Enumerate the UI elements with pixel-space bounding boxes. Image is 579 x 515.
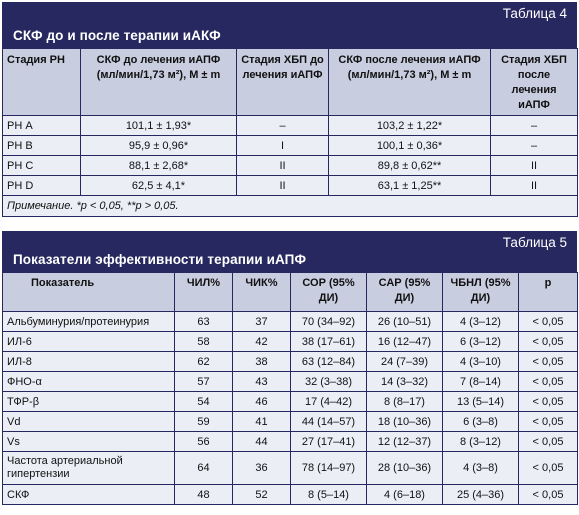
table-cell: РН В — [3, 136, 81, 156]
table-cell: 25 (4–36) — [443, 485, 519, 505]
table-cell: I — [237, 136, 329, 156]
table-cell: РН А — [3, 116, 81, 136]
table-cell: < 0,05 — [519, 352, 578, 372]
table-cell: РН D — [3, 176, 81, 196]
table-cell: 24 (7–39) — [367, 352, 443, 372]
table-5-header-row — [3, 273, 578, 312]
table-cell: Альбуминурия/протеинурия — [3, 312, 175, 332]
table-row — [3, 312, 578, 332]
table-cell: 28 (10–36) — [367, 452, 443, 485]
table-cell: 38 — [233, 352, 291, 372]
table-cell: < 0,05 — [519, 452, 578, 485]
table-cell: 64 — [175, 452, 233, 485]
header-chbnl: ЧБНЛ (95% ДИ) — [443, 273, 519, 312]
table-cell: II — [237, 156, 329, 176]
header-stage-rn: Стадия РН — [3, 49, 81, 116]
header-gfr-after: СКФ после лечения иАПФ (мл/мин/1,73 м²), М ± m — [329, 49, 491, 116]
table-4-note-row — [3, 196, 578, 217]
table-cell: 6 (3–8) — [443, 412, 519, 432]
table-row — [3, 412, 578, 432]
table-cell: < 0,05 — [519, 412, 578, 432]
table-cell: 44 — [233, 432, 291, 452]
table-row — [3, 485, 578, 505]
table-cell: 32 (3–38) — [291, 372, 367, 392]
table-cell: 54 — [175, 392, 233, 412]
table-cell: < 0,05 — [519, 432, 578, 452]
table-cell: 57 — [175, 372, 233, 392]
table-cell: ИЛ-8 — [3, 352, 175, 372]
table-cell: Vs — [3, 432, 175, 452]
table-row — [3, 176, 578, 196]
table-cell: – — [491, 116, 578, 136]
table-5 — [2, 272, 578, 505]
table-cell: СКФ — [3, 485, 175, 505]
table-cell: 95,9 ± 0,96* — [81, 136, 237, 156]
table-cell: 103,2 ± 1,22* — [329, 116, 491, 136]
table-cell: 4 (3–12) — [443, 312, 519, 332]
table-cell: 42 — [233, 332, 291, 352]
table-cell: 63 — [175, 312, 233, 332]
table-cell: < 0,05 — [519, 392, 578, 412]
table-cell: 38 (17–61) — [291, 332, 367, 352]
table-cell: 37 — [233, 312, 291, 332]
header-chil: ЧИЛ% — [175, 273, 233, 312]
table-cell: 59 — [175, 412, 233, 432]
header-ckd-after: Стадия ХБП после лечения иАПФ — [491, 49, 578, 116]
table-cell: ИЛ-6 — [3, 332, 175, 352]
table-5-header-band — [2, 231, 577, 272]
table-row — [3, 452, 578, 485]
table-cell: 8 (3–12) — [443, 432, 519, 452]
table-cell: 100,1 ± 0,36* — [329, 136, 491, 156]
table-cell: 41 — [233, 412, 291, 432]
table-row — [3, 156, 578, 176]
table-cell: Частота артериальной гипертензии — [3, 452, 175, 485]
table-cell: 14 (3–32) — [367, 372, 443, 392]
header-chik: ЧИК% — [233, 273, 291, 312]
table-cell: 8 (8–17) — [367, 392, 443, 412]
table-cell: ФНО-α — [3, 372, 175, 392]
table-5-body — [3, 312, 578, 505]
table-cell: 18 (10–36) — [367, 412, 443, 432]
table-cell: < 0,05 — [519, 372, 578, 392]
table-cell: II — [491, 156, 578, 176]
table-cell: < 0,05 — [519, 485, 578, 505]
table-cell: ТФР-β — [3, 392, 175, 412]
header-sor: СОР (95% ДИ) — [291, 273, 367, 312]
table-cell: 7 (8–14) — [443, 372, 519, 392]
table-cell: 70 (34–92) — [291, 312, 367, 332]
header-ckd-before: Стадия ХБП до лечения иАПФ — [237, 49, 329, 116]
table-cell: 56 — [175, 432, 233, 452]
table-cell: 43 — [233, 372, 291, 392]
table-cell: РН С — [3, 156, 81, 176]
table-cell: 27 (17–41) — [291, 432, 367, 452]
table-cell: 26 (10–51) — [367, 312, 443, 332]
table-cell: 16 (12–47) — [367, 332, 443, 352]
table-cell: 44 (14–57) — [291, 412, 367, 432]
header-indicator: Показатель — [3, 273, 175, 312]
table-row — [3, 432, 578, 452]
table-cell: 12 (12–37) — [367, 432, 443, 452]
table-cell: 62,5 ± 4,1* — [81, 176, 237, 196]
table-cell: 4 (6–18) — [367, 485, 443, 505]
table-5-number: Таблица 5 — [502, 235, 567, 250]
table-cell: 78 (14–97) — [291, 452, 367, 485]
table-cell: 8 (5–14) — [291, 485, 367, 505]
table-cell: 36 — [233, 452, 291, 485]
table-row — [3, 372, 578, 392]
table-cell: II — [237, 176, 329, 196]
table-cell: II — [491, 176, 578, 196]
table-cell: < 0,05 — [519, 312, 578, 332]
table-cell: – — [491, 136, 578, 156]
table-cell: Vd — [3, 412, 175, 432]
table-cell: 13 (5–14) — [443, 392, 519, 412]
table-row — [3, 352, 578, 372]
table-cell: 101,1 ± 1,93* — [81, 116, 237, 136]
table-cell: 89,8 ± 0,62** — [329, 156, 491, 176]
table-row — [3, 332, 578, 352]
table-4-title: СКФ до и после терапии иАКФ — [13, 28, 221, 43]
table-cell: 4 (3–10) — [443, 352, 519, 372]
table-cell: 62 — [175, 352, 233, 372]
table-cell: 52 — [233, 485, 291, 505]
table-row — [3, 116, 578, 136]
header-sar: САР (95% ДИ) — [367, 273, 443, 312]
table-4-number: Таблица 4 — [502, 6, 567, 21]
table-cell: 46 — [233, 392, 291, 412]
table-4-note: Примечание. *p < 0,05, **p > 0,05. — [3, 196, 578, 217]
table-4-header-row — [3, 49, 578, 116]
table-cell: 48 — [175, 485, 233, 505]
table-cell: 63 (12–84) — [291, 352, 367, 372]
table-cell: – — [237, 116, 329, 136]
table-4-block — [2, 2, 577, 217]
table-5-title: Показатели эффективности терапии иАПФ — [13, 252, 307, 267]
table-cell: 58 — [175, 332, 233, 352]
table-cell: 6 (3–12) — [443, 332, 519, 352]
table-4 — [2, 48, 578, 217]
table-5-block — [2, 231, 577, 505]
table-row — [3, 136, 578, 156]
header-p: p — [519, 273, 578, 312]
table-cell: 17 (4–42) — [291, 392, 367, 412]
table-4-header-band — [2, 2, 577, 48]
table-cell: 4 (3–8) — [443, 452, 519, 485]
table-cell: < 0,05 — [519, 332, 578, 352]
table-cell: 88,1 ± 2,68* — [81, 156, 237, 176]
header-gfr-before: СКФ до лечения иАПФ (мл/мин/1,73 м²), М ± m — [81, 49, 237, 116]
table-row — [3, 392, 578, 412]
table-cell: 63,1 ± 1,25** — [329, 176, 491, 196]
